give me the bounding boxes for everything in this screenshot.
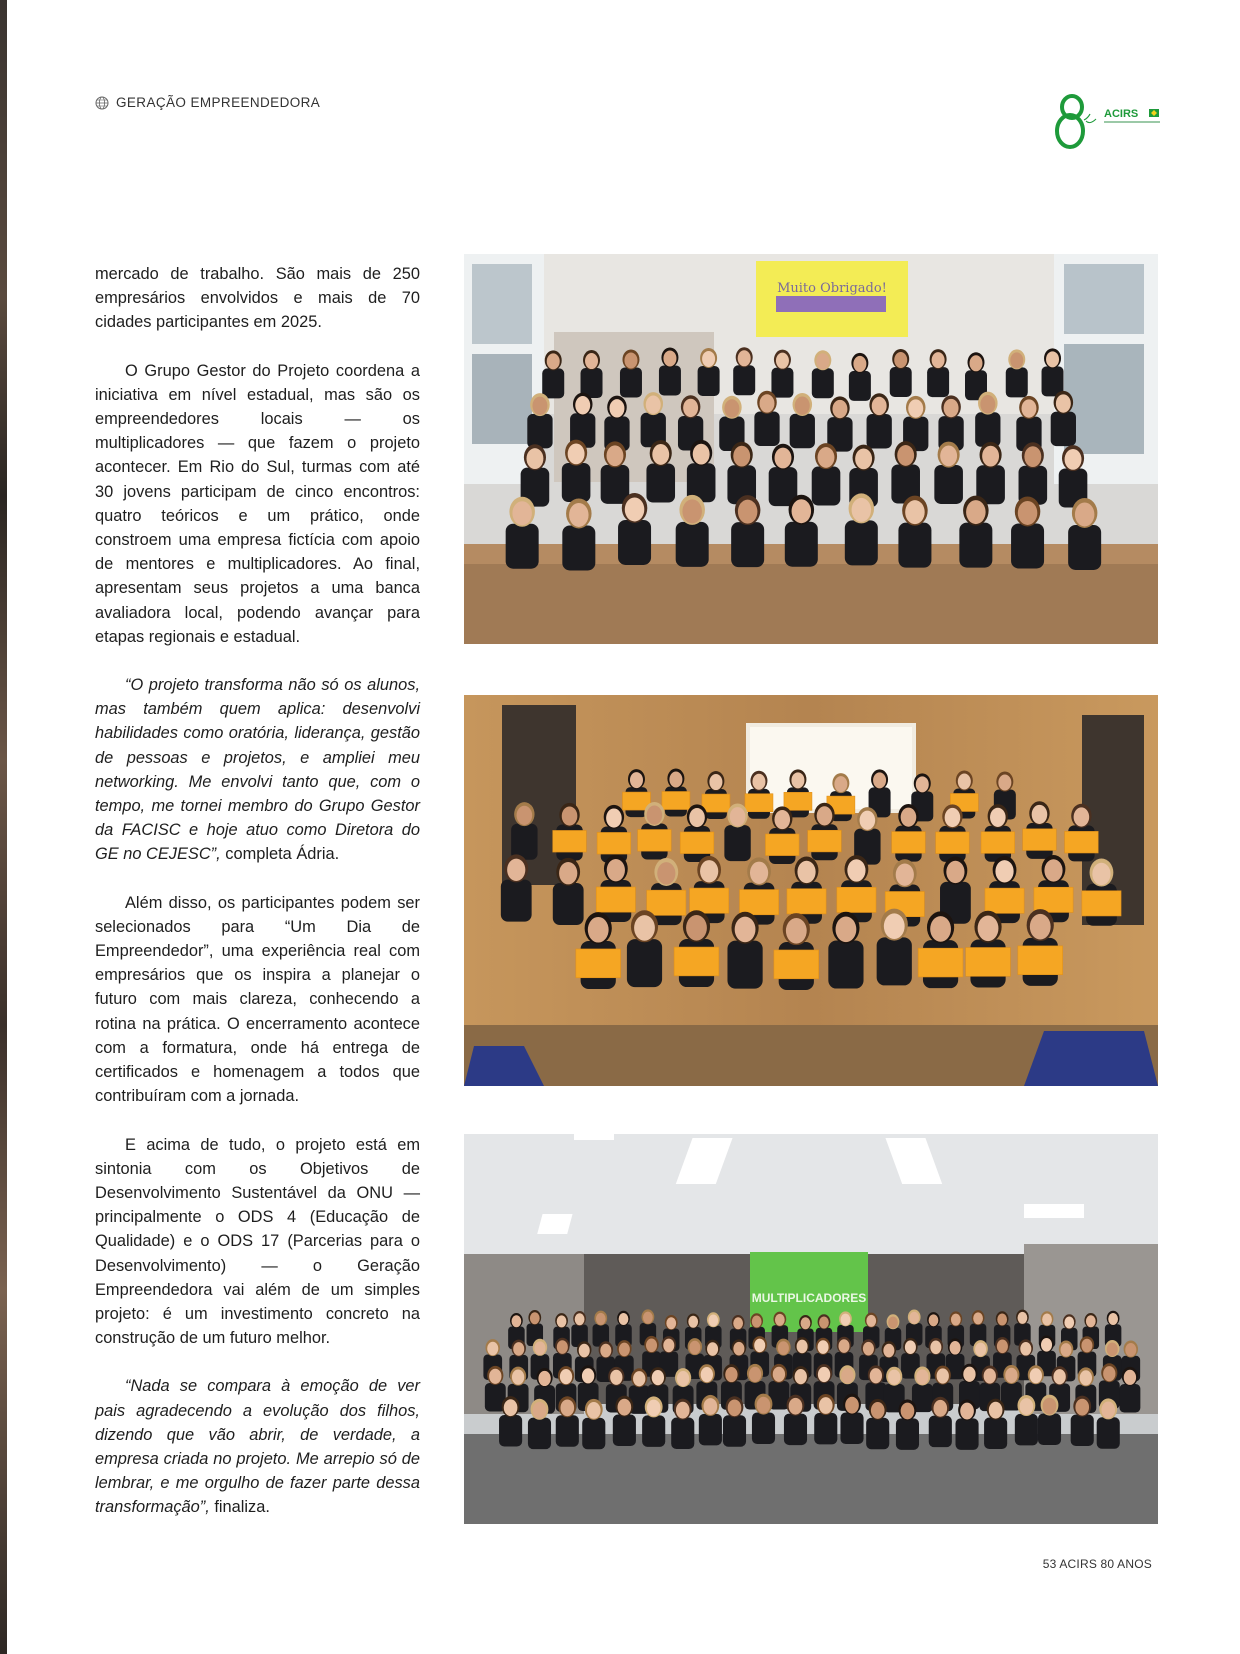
photo-auditorium-group [464, 1134, 1158, 1524]
paragraph-5: E acima de tudo, o projeto está em sintonia com os Objetivos de Desenvolvimento Sustentável da ONU — principalmente o ODS 4 (Educação de Qualidade) e o ODS 17 (Parcerias para o Desenvolvimento) — o Geração Empreendedora vai além de um simples projeto: é um investimento concreto na construção de um futuro melhor. [95, 1135, 420, 1348]
page-footer: 53 ACIRS 80 ANOS [1042, 1557, 1152, 1571]
section-header [95, 95, 320, 110]
paragraph-2: O Grupo Gestor do Projeto coordena a iniciativa em nível estadual, mas são os empreendedores locais — os multiplicadores — que fazem o projeto acontecer. Em Rio do Sul, turmas com até 30 jovens participam de cinco encontros: quatro teóricos e um prático, onde constroem uma empresa fictícia com apoio de mentores e multiplicadores. Ao final, apresentam seus projetos a uma banca avaliadora local, podendo avançar para etapas regionais e estadual. [95, 361, 420, 646]
photo-classroom-group [464, 254, 1158, 644]
brazil-flag-icon [1149, 109, 1159, 117]
quote-1-attribution: completa Ádria. [220, 845, 340, 864]
logo-underline [1104, 121, 1160, 123]
sign-text: Muito Obrigado! [777, 281, 887, 296]
page-edge-strip [0, 0, 7, 1654]
quote-1: “O projeto transforma não só os alunos, mas também quem aplica: desenvolvi habilidades como oratória, liderança, gestão de pessoas e projetos, e ampliei meu networking. Me envolvi tanto que, com o tempo, me tornei membro do Grupo Gestor da FACISC e hoje atuo como Diretora do GE no CEJESC”, [95, 676, 420, 864]
quote-2-attribution: finaliza. [209, 1498, 270, 1517]
quote-2: “Nada se compara à emoção de ver pais agradecendo a evolução dos filhos, dizendo que vão abrir, de verdade, a empresa criada no projeto. Me arrepio só de lembrar, e me orgulho de fazer parte dessa transformação”, [95, 1377, 420, 1517]
globe-icon [95, 96, 109, 110]
section-title: GERAÇÃO EMPREENDEDORA [116, 95, 321, 110]
paragraph-4: Além disso, os participantes podem ser selecionados para “Um Dia de Empreendedor”, uma experiência real com empresários que os inspira a planejar o futuro com mais clareza, conhecendo a rotina na prática. O encerramento acontece com a formatura, onde há entrega de certificados e homenagem a todos que contribuíram com a jornada. [95, 893, 420, 1106]
quote-paragraph-1 [95, 673, 420, 867]
quote-paragraph-2 [95, 1374, 420, 1519]
article-text [95, 262, 420, 1544]
logo-text: ACIRS [1104, 108, 1139, 120]
screen-text: MULTIPLICADORES [751, 1291, 867, 1305]
paragraph-1: mercado de trabalho. São mais de 250 empresários envolvidos e mais de 70 cidades participantes em 2025. [95, 265, 420, 332]
photo-certificate-group [464, 695, 1158, 1086]
